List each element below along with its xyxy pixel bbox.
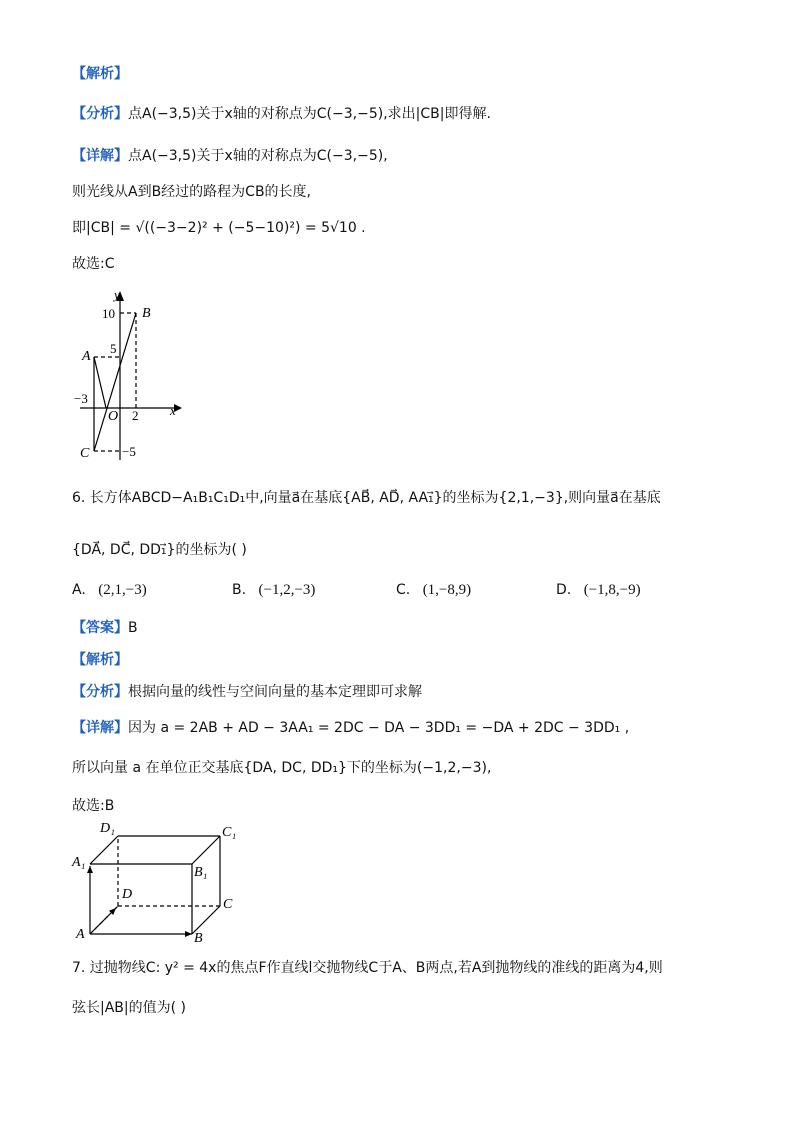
q6-analysis-tag: 【分析】: [72, 684, 128, 700]
q6-analysis-line: [72, 682, 422, 702]
vertex-A1-label: A₁: [72, 855, 86, 870]
edge-A1D1: [90, 836, 118, 864]
answer-value: B: [128, 620, 138, 636]
vertex-B-label: B: [194, 931, 203, 946]
q6-coordinate-line: 所以向量 a 在单位正交基底{DA, DC, DD₁}下的坐标为(−1,2,−3),: [72, 760, 492, 776]
answer-tag: 【答案】: [72, 620, 128, 636]
point-C-label: C: [80, 446, 90, 461]
vertex-C-label: C: [223, 897, 233, 912]
option-b: [232, 580, 315, 600]
distance-formula-line: 即|CB| = √((−3−2)² + (−5−10)²) = 5√10 .: [72, 220, 366, 236]
tick-y-5: 5: [110, 341, 117, 356]
tick-y-minus5: −5: [122, 444, 136, 459]
vertex-A-label: A: [76, 927, 85, 942]
segment-A-to-origin-side: [94, 357, 106, 408]
reflection-figure: [70, 285, 190, 465]
analysis-tag: 【分析】: [72, 106, 128, 122]
path-length-line: 则光线从A到B经过的路程为CB的长度,: [72, 184, 312, 200]
option-d: [556, 580, 641, 600]
q6-detail-tag: 【详解】: [72, 720, 128, 736]
y-axis-label: y: [114, 287, 120, 302]
answer-line: 故选:C: [72, 256, 115, 272]
q6-analysis-text: 根据向量的线性与空间向量的基本定理即可求解: [128, 684, 422, 700]
option-c-value: (1,−8,9): [422, 582, 472, 598]
q6-choice-line: 故选:B: [72, 798, 115, 814]
tick-x-2: 2: [132, 408, 139, 423]
option-c: [396, 580, 471, 600]
tick-x-minus3: −3: [74, 391, 88, 406]
q6-answer-line: [72, 618, 138, 638]
analysis-line: [72, 104, 491, 124]
option-b-value: (−1,2,−3): [258, 582, 316, 598]
option-b-label: B.: [232, 582, 247, 598]
section-tag-jiexi: 【解析】: [72, 66, 128, 82]
vertex-D-label: D: [122, 887, 133, 902]
option-a-label: A.: [72, 582, 86, 598]
q6-detail-line: [72, 718, 629, 738]
analysis-text: 点A(−3,5)关于x轴的对称点为C(−3,−5),求出|CB|即得解.: [128, 106, 491, 122]
detail-tag: 【详解】: [72, 148, 128, 164]
detail-line: [72, 146, 388, 166]
q7-stem-line2: 弦长|AB|的值为( ): [72, 1000, 186, 1016]
option-d-value: (−1,8,−9): [583, 582, 641, 598]
q6-stem-line1: 6. 长方体ABCD−A₁B₁C₁D₁中,向量a⃗在基底{AB⃗, AD⃗, AA₁⃗}的坐标为{2,1,−3},则向量a⃗在基底: [72, 490, 661, 506]
option-c-label: C.: [396, 582, 411, 598]
detail-text: 点A(−3,5)关于x轴的对称点为C(−3,−5),: [128, 148, 388, 164]
cuboid-figure: [70, 818, 250, 948]
point-B-label: B: [142, 306, 151, 321]
edge-AD-arrow: [90, 908, 116, 934]
q7-stem-line1: 7. 过抛物线C: y² = 4x的焦点F作直线l交抛物线C于A、B两点,若A到抛物线的准线的距离为4,则: [72, 960, 663, 976]
tick-y-10: 10: [102, 306, 115, 321]
q6-detail-text: 因为 a = 2AB + AD − 3AA₁ = 2DC − DA − 3DD₁ = −DA + 2DC − 3DD₁ ,: [128, 720, 630, 736]
vertex-D1-label: D₁: [100, 821, 115, 836]
x-axis-label: x: [170, 403, 176, 418]
origin-label: O: [108, 409, 119, 424]
option-d-label: D.: [556, 582, 572, 598]
option-a-value: (2,1,−3): [98, 582, 147, 598]
edge-BC: [192, 906, 220, 934]
q6-section-tag-jiexi: 【解析】: [72, 652, 128, 668]
vertex-C1-label: C₁: [222, 825, 237, 840]
option-a: [72, 580, 147, 600]
q6-stem-line2: {DA⃗, DC⃗, DD₁⃗}的坐标为( ): [72, 542, 247, 558]
point-A-label: A: [82, 349, 91, 364]
vertex-B1-label: B₁: [194, 865, 208, 880]
edge-B1C1: [192, 836, 220, 864]
